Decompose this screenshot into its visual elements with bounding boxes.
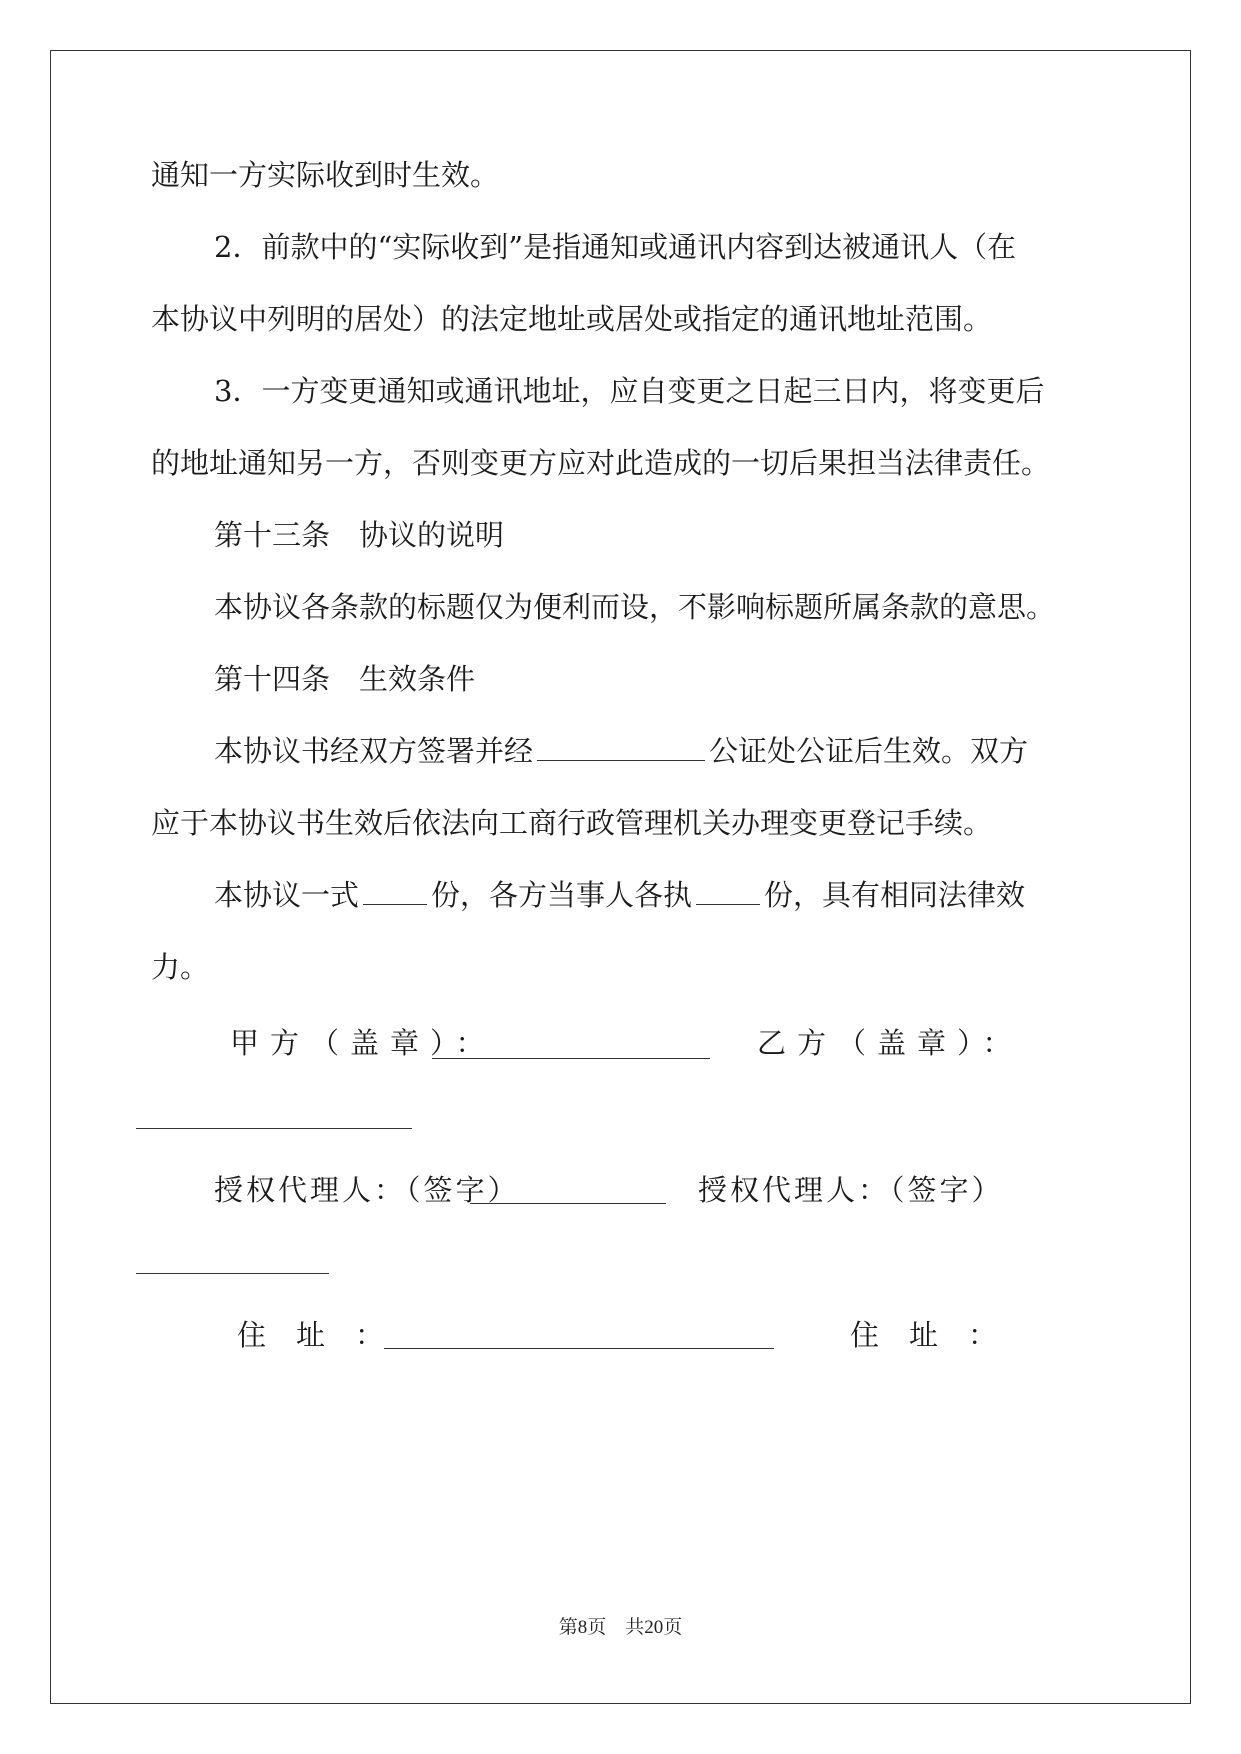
page-number: 第8页 共20页 — [558, 1617, 683, 1638]
notary-blank[interactable] — [537, 734, 705, 761]
text-segment: 本协议书经双方签署并经 — [214, 734, 534, 768]
party-a-seal-label: 甲方（盖章）： — [230, 1026, 496, 1060]
section-heading: 第十四条 生效条件 — [214, 662, 476, 696]
party-b-seal-blank[interactable] — [136, 1128, 412, 1129]
paragraph-line — [214, 731, 1028, 771]
paragraph-line: 应于本协议书生效后依法向工商行政管理机关办理变更登记手续。 — [151, 806, 993, 840]
paragraph-line: 力。 — [151, 950, 210, 984]
party-a-seal-blank[interactable] — [432, 1058, 710, 1059]
paragraph-line: 2．前款中的“实际收到”是指通知或通讯内容到达被通讯人（在 — [214, 230, 1017, 264]
paragraph-line: 本协议中列明的居处）的法定地址或居处或指定的通讯地址范围。 — [151, 302, 993, 336]
text-segment: 公证处公证后生效。双方 — [709, 734, 1029, 768]
paragraph-line: 3．一方变更通知或通讯地址，应自变更之日起三日内，将变更后 — [214, 374, 1045, 408]
address-b-label: 住址： — [850, 1318, 1028, 1352]
paragraph-line: 通知一方实际收到时生效。 — [151, 158, 500, 192]
text-segment: 本协议一式 — [214, 878, 360, 912]
agent-a-sign-blank[interactable] — [470, 1203, 666, 1204]
section-heading: 第十三条 协议的说明 — [214, 518, 505, 552]
paragraph-line — [214, 875, 1025, 915]
agent-b-sign-label: 授权代理人：（签字） — [698, 1173, 1004, 1207]
agent-a-sign-label: 授权代理人：（签字） — [214, 1173, 520, 1207]
party-b-seal-label: 乙方（盖章）： — [757, 1026, 1023, 1060]
copies-each-blank[interactable] — [696, 878, 760, 905]
agent-b-sign-blank[interactable] — [136, 1273, 329, 1274]
paragraph-line: 本协议各条款的标题仅为便利而设，不影响标题所属条款的意思。 — [214, 590, 1056, 624]
address-a-label: 住址： — [237, 1318, 415, 1352]
address-a-blank[interactable] — [384, 1348, 774, 1349]
text-segment: 份，具有相同法律效 — [764, 878, 1026, 912]
copies-blank[interactable] — [363, 878, 427, 905]
paragraph-line: 的地址通知另一方，否则变更方应对此造成的一切后果担当法律责任。 — [151, 446, 1051, 480]
text-segment: 份，各方当事人各执 — [431, 878, 693, 912]
